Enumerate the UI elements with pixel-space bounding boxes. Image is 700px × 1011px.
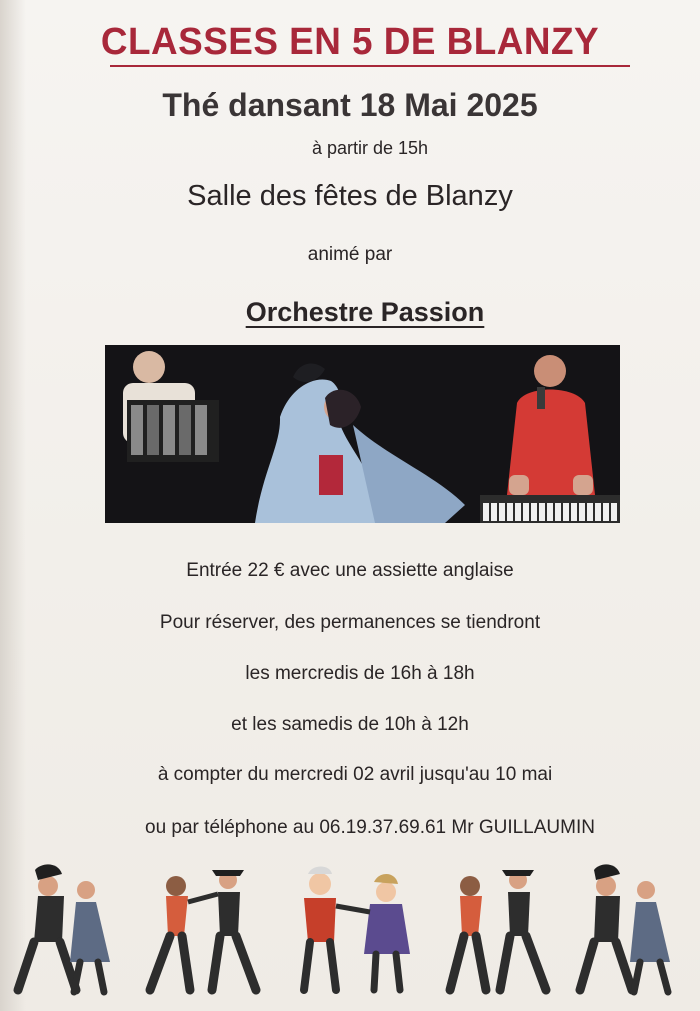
event-venue: Salle des fêtes de Blanzy	[187, 180, 513, 212]
title-underline	[110, 65, 630, 67]
orchestra-photo	[105, 345, 620, 523]
info-line-saturdays: et les samedis de 10h à 12h	[231, 714, 469, 735]
info-line-entry: Entrée 22 € avec une assiette anglaise	[186, 560, 514, 581]
info-line-reservation: Pour réserver, des permanences se tiendront	[159, 612, 541, 633]
dancing-couple-5	[580, 864, 670, 992]
event-subtitle: Thé dansant 18 Mai 2025	[162, 87, 538, 123]
event-time: à partir de 15h	[311, 138, 429, 158]
animated-by-label: animé par	[307, 244, 393, 265]
dancing-couple-2	[150, 870, 256, 990]
info-line-dates: à compter du mercredi 02 avril jusqu'au 10 mai	[157, 764, 553, 785]
dancing-couple-1	[18, 864, 110, 992]
dancing-couple-4	[450, 870, 546, 990]
orchestra-name: Orchestre Passion	[245, 297, 485, 327]
info-line-phone: ou par téléphone au 06.19.37.69.61 Mr GUILLAUMIN	[145, 817, 595, 838]
info-line-wednesdays: les mercredis de 16h à 18h	[245, 663, 475, 684]
event-title: CLASSES EN 5 DE BLANZY	[100, 21, 600, 63]
dancing-couple-3	[304, 867, 410, 991]
dancing-couples-illustration	[0, 862, 700, 1011]
